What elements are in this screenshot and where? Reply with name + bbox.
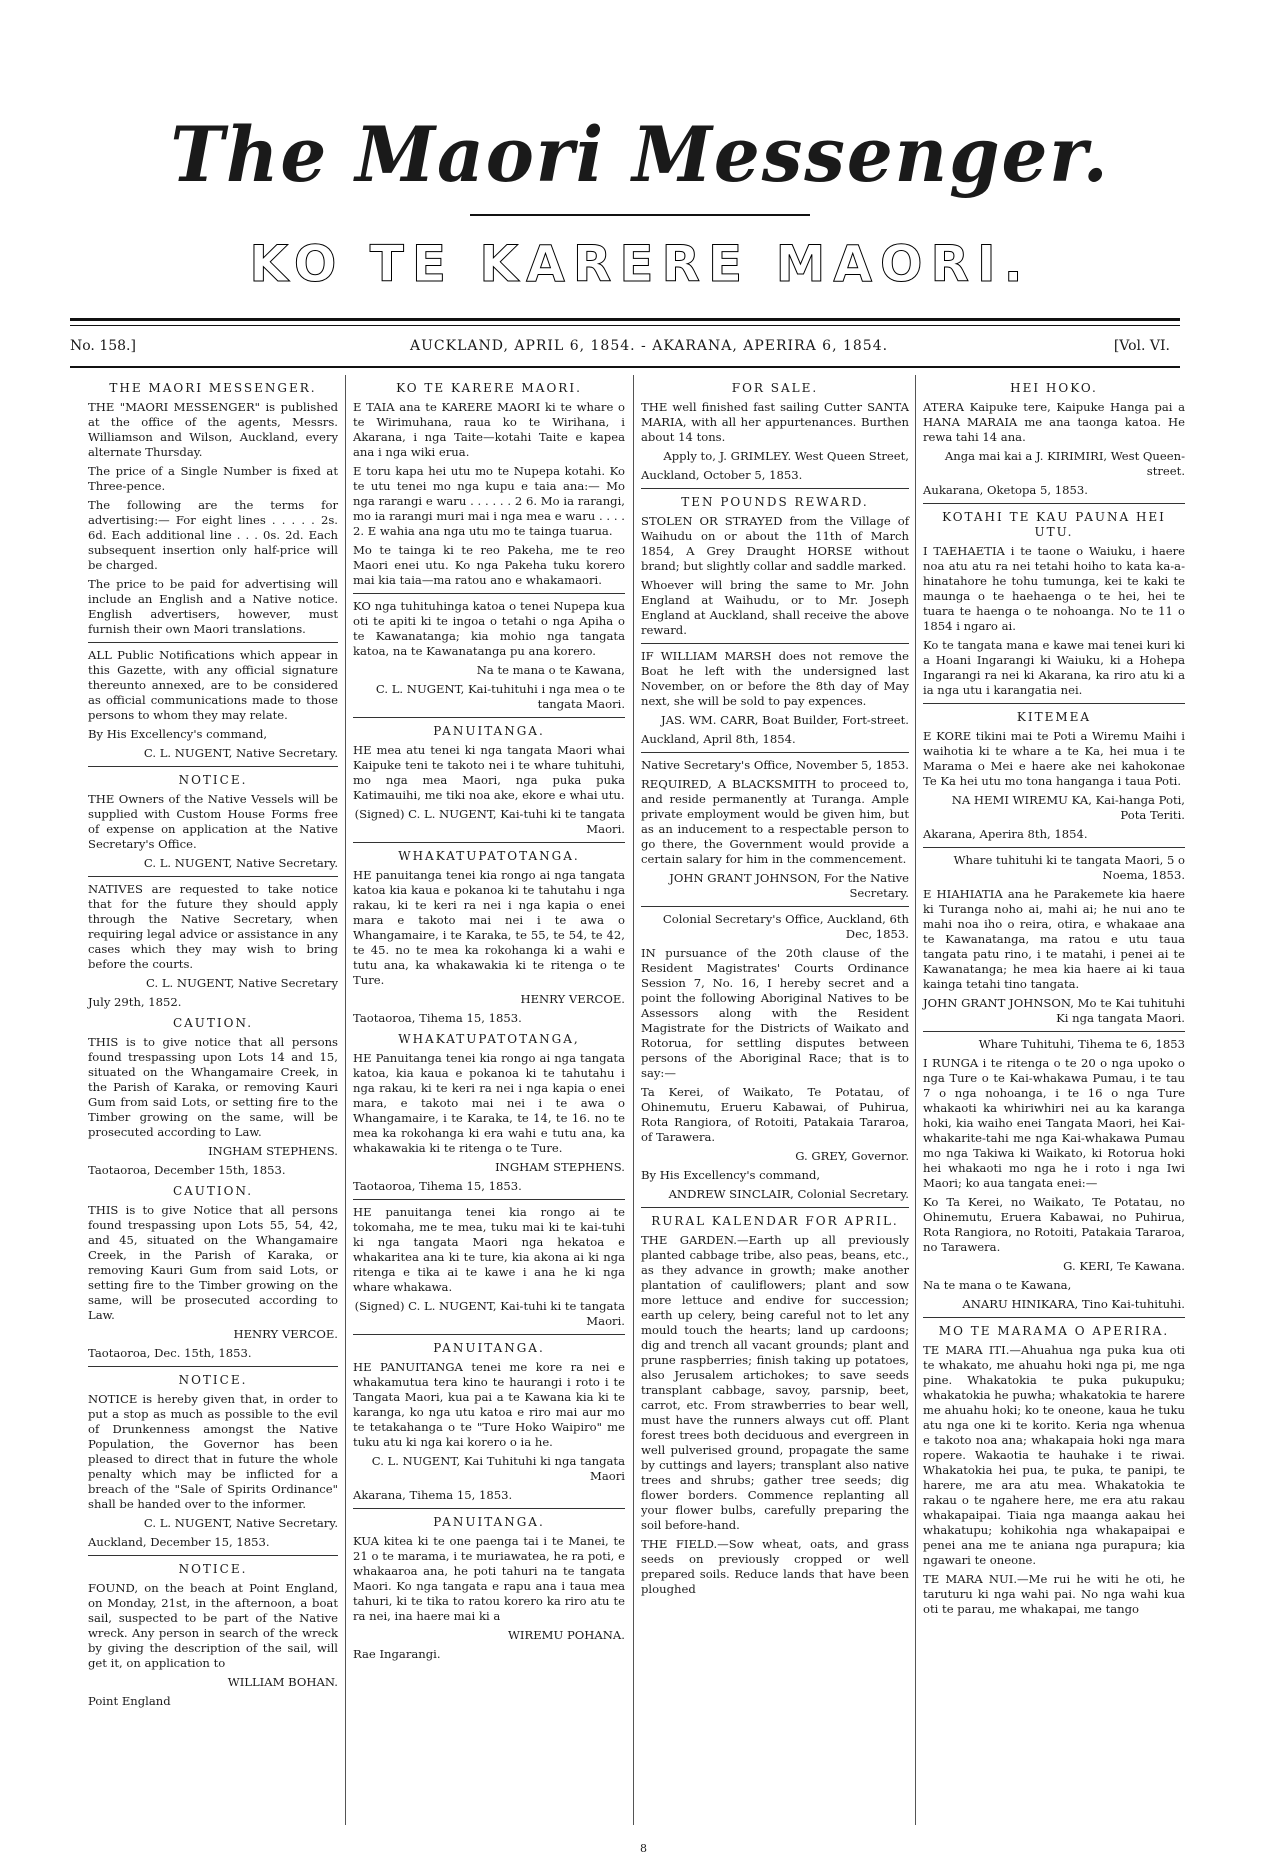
signature: Colonial Secretary's Office, Auckland, 6th Dec, 1853. [662,912,909,941]
date: Taotaoroa, Tihema 15, 1853. [353,1011,522,1025]
divider [353,593,625,594]
top-rule-thin [70,325,1180,326]
section-heading: RURAL KALENDAR FOR APRIL. [651,1214,899,1228]
masthead-subtitle: KO TE KARERE MAORI. [249,235,1031,293]
divider [353,1199,625,1200]
section-heading: WHAKATUPATOTANGA. [398,849,580,863]
signature: (Signed) C. L. NUGENT, Kai-tuhi ki te tangata Maori. [354,1299,625,1328]
date: Auckland, October 5, 1853. [641,468,803,482]
section-heading: NOTICE. [178,1562,248,1576]
signature: Whare tuhituhi ki te tangata Maori, 5 o Noema, 1853. [953,853,1185,882]
paragraph: Mo te tainga ki te reo Pakeha, me te reo Maori enei utu. Ko nga Pakeha tuku korero mai kia taia—ma ratou ano e whakamaori. [353,543,625,587]
section-heading: PANUITANGA. [433,1515,545,1529]
signature: C. L. NUGENT, Native Secretary. [143,856,338,870]
date: Auckland, April 8th, 1854. [641,732,796,746]
column-separator [345,375,346,1825]
section-heading: HEI HOKO. [1010,381,1098,395]
signature: Whare Tuhituhi, Tihema te 6, 1853 [978,1037,1185,1051]
signature: JOHN GRANT JOHNSON, Mo te Kai tuhituhi Ki nga tangata Maori. [923,996,1185,1025]
divider [88,876,338,877]
paragraph: KO nga tuhituhinga katoa o tenei Nupepa kua oti te apiti ki te ingoa o tetahi o nga Apiha o te Kawanatanga; kia mohio nga tangata katoa, na te Kawanatanga pu ana korero. [353,599,625,658]
paragraph: IF WILLIAM MARSH does not remove the Boat he left with the undersigned last November, on or before the 8th day of May next, she will be sold to pay expences. [641,649,909,708]
section-heading: CAUTION. [172,1016,254,1030]
divider [88,766,338,767]
section-heading: NOTICE. [178,1373,248,1387]
divider [641,906,909,907]
paragraph: REQUIRED, A BLACKSMITH to proceed to, and reside permanently at Turanga. Ample private employment would be given him, but as an inducement to a respectable person to go there, the Government would provide a certain salary for him in the commencement. [641,777,909,866]
divider [88,1366,338,1367]
divider [641,1207,909,1208]
section-heading: WHAKATUPATOTANGA, [398,1032,580,1046]
date: Aukarana, Oketopa 5, 1853. [923,483,1088,497]
signature: (Signed) C. L. NUGENT, Kai-tuhi ki te tangata Maori. [354,807,625,836]
paragraph: I TAEHAETIA i te taone o Waiuku, i haere noa atu atu ra nei tetahi hoiho to kata ka-a-hinatahore he tohu tumunga, kei te kaki te maunga o te haehaenga o te hei, hei te tuara te haenga o te nohoanga. No te 11 o 1854 i ngaro ai. [923,544,1185,633]
paragraph: THE GARDEN.—Earth up all previously planted cabbage tribe, also peas, beans, etc., as they advance in growth; make another plantation of cauliflowers; plant and sow more lettuce and endive for succession; earth up celery, being careful not to let any mould touch the hearts; land up cardoons; dig and trench all vacant grounds; plant and prune raspberries; finish taking up potatoes, also Jerusalem artichokes; to save seeds transplant cabbage, savoy, parsnip, beet, carrot, etc. From strawberries to bear well, must have the runners always cut off. Plant forest trees both deciduous and evergreen in well pulverised ground, propagate the same by cuttings and layers; transplant also native trees and shrubs; gather tree seeds; dig flower borders. Commence replanting all your flower bulbs, carefully preparing the soil before-hand. [641,1233,909,1532]
paragraph: THE well finished fast sailing Cutter SANTA MARIA, with all her appurtenances. Burthen about 14 tons. [641,400,909,444]
signature: WILLIAM BOHAN. [227,1675,338,1689]
paragraph: FOUND, on the beach at Point England, on Monday, 21st, in the afternoon, a boat sail, suspected to be part of the Native wreck. Any person in search of the wreck by giving the description of the sail, will get it, on application to [88,1581,338,1670]
paragraph: HE PANUITANGA tenei me kore ra nei e whakamutua tera kino te haurangi i roto i te Tangata Maori, kua pai a te Kawana kia ki te karanga, ko nga utu katoa e riro mai aur mo te tetakahanga o te "Ture Hoko Waipiro" me tuku atu ki nga kai korero o ia he. [353,1360,625,1449]
paragraph: ALL Public Notifications which appear in this Gazette, with any official signature thereunto annexed, are to be considered as official communications made to those persons to whom they may relate. [88,648,338,722]
page-mark: 8 [640,1842,647,1855]
dateline-rule [70,366,1180,368]
dateline [70,338,1170,362]
paragraph: NATIVES are requested to take notice that for the future they should apply through the Native Secretary, when requiring legal advice or assistance in any cases which they may wish to bring before the courts. [88,882,338,971]
masthead-title: The Maori Messenger. [170,110,1110,199]
paragraph: TE MARA NUI.—Me rui he witi he oti, he taruturu ki nga wahi pai. No nga wahi kua oti te parau, me whakapai, me tango [923,1572,1185,1616]
divider [353,842,625,843]
section-heading: KOTAHI TE KAU PAUNA HEI UTU. [942,510,1166,539]
paragraph: THIS is to give Notice that all persons found trespassing upon Lots 55, 54, 42, and 45, situated on the Whangamaire Creek, in the Parish of Karaka, or removing Kauri Gum from said Lots, or setting fire to the Timber growing on the same, will be prosecuted according to Law. [88,1203,338,1322]
volume-number: [Vol. VI. [1113,338,1170,354]
paragraph: Ta Kerei, of Waikato, Te Potatau, of Ohinemutu, Erueru Kabawai, of Puhirua, Rota Rangiora, of Rotoiti, Patakaia Tararoa, of Tarawera. [641,1085,909,1144]
section-heading: NOTICE. [178,773,248,787]
paragraph: TE MARA ITI.—Ahuahua nga puka kua oti te whakato, me ahuahu hoki nga pi, me nga pine. Whakatokia te puka pukupuku; whakatokia he puwha; whakatokia te harere me ahuahu hoki; ko te oneone, kaua he tuku atu nga one ki te korito. Keria nga whenua e takoto noa ana; whakapaia hoki nga mara ropere. Wakaotia te hauhake i te riwai. Whakatokia hei pua, te puka, te panipi, te harere, me ara atu mea. Whakatokia te rakau o te ngahere here, me era atu rakau whakapaipai. Tiaia nga maanga aakau hei whakatupu; kohikohia nga whakapaipai e penei ana me te aniana nga purapura; kia ngawari te oneone. [923,1343,1185,1567]
signature: C. L. NUGENT, Kai-tuhituhi i nga mea o te tangata Maori. [375,682,625,711]
divider [88,1555,338,1556]
divider [641,643,909,644]
column-separator [633,375,634,1825]
signature: C. L. NUGENT, Native Secretary. [143,1516,338,1530]
signature: G. GREY, Governor. [795,1149,909,1163]
signature: JOHN GRANT JOHNSON, For the Native Secretary. [669,871,909,900]
paragraph: E toru kapa hei utu mo te Nupepa kotahi. Ko te utu tenei mo nga kupu e taia ana:— Mo nga rarangi e waru . . . . . . 2 6. Mo ia rarangi, mo ia rarangi muri mai i nga mea e waru . . . . 2. E wahia ana nga utu mo te tainga tuarua. [353,464,625,538]
section-heading: FOR SALE. [731,381,819,395]
issue-date: AUCKLAND, APRIL 6, 1854. - AKARANA, APERIRA 6, 1854. [410,338,889,354]
paragraph: Whoever will bring the same to Mr. John England at Waihudu, or to Mr. Joseph England at Auckland, shall receive the above reward. [641,578,909,637]
column-4 [923,375,1185,1621]
divider [353,1334,625,1335]
divider [923,847,1185,848]
paragraph: KUA kitea ki te one paenga tai i te Manei, te 21 o te marama, i te muriawatea, he ra poti, e whakaaroa ana, he poti tahuri na te tangata Maori. Ko nga tangata e rapu ana i taua mea tahuri, ki te tika to ratou korero ka riro atu te ra nei, ina haere mai ki a [353,1534,625,1623]
paragraph: E HIAHIATIA ana he Parakemete kia haere ki Turanga noho ai, mahi ai; he nui ano te mahi noa iho o reira, otira, e whakaae ana te Kawanatanga, ma ratou e utu taua tangata patu rino, i te matahi, i penei ai te Kawanatanga; he mea kia haere ai ki taua kainga tetahi tino tangata. [923,887,1185,991]
signature: Na te mana o te Kawana, [476,663,625,677]
issue-number: No. 158.] [70,338,136,354]
paragraph: E KORE tikini mai te Poti a Wiremu Maihi i waihotia ki te whare a te Ka, hei mua i te Marama o Mei e haere ake nei kahokonae Te Ka hei utu mo tona hanganga i taua Poti. [923,729,1185,788]
date: Taotaoroa, December 15th, 1853. [88,1163,286,1177]
signature: NA HEMI WIREMU KA, Kai-hanga Poti, Pota Teriti. [951,793,1185,822]
section-heading: KITEMEA [1016,710,1092,724]
signature: C. L. NUGENT, Native Secretary. [143,746,338,760]
divider [923,503,1185,504]
signature: INGHAM STEPHENS. [208,1144,338,1158]
signature: C. L. NUGENT, Native Secretary [146,976,338,990]
signature: INGHAM STEPHENS. [495,1160,625,1174]
paragraph: By His Excellency's command, [88,727,268,741]
signature: G. KERI, Te Kawana. [1063,1259,1185,1273]
section-heading: TEN POUNDS REWARD. [681,495,869,509]
section-heading: PANUITANGA. [433,724,545,738]
divider [923,703,1185,704]
paragraph: By His Excellency's command, [641,1168,821,1182]
divider [641,752,909,753]
signature: Native Secretary's Office, November 5, 1853. [641,758,909,772]
signature: JAS. WM. CARR, Boat Builder, Fort-street. [661,713,909,727]
paragraph: HE Panuitanga tenei kia rongo ai nga tangata katoa, kia kaua e pokanoa ki te tahutahu i nga rakau, ki te keri ra nei i nga kapia o enei mara, e takoto mai nei i te awa o Whangamaire, i te Karaka, te 14, te 16. no te mea ka rokohanga ki era wahi e tutu ana, ka whakawakia ki te ritenga o te Ture. [353,1051,625,1155]
paragraph: THE "MAORI MESSENGER" is published at the office of the agents, Messrs. Williamson and Wilson, Auckland, every alternate Thursday. [88,400,338,459]
column-1 [88,375,338,1713]
section-heading: CAUTION. [172,1184,254,1198]
paragraph: NOTICE is hereby given that, in order to put a stop as much as possible to the evil of Drunkenness amongst the Native Population, the Governor has been pleased to direct that in future the whole penalty which may be inflicted for a breach of the "Sale of Spirits Ordinance" shall be handed over to the informer. [88,1392,338,1511]
signature: C. L. NUGENT, Kai Tuhituhi ki nga tangata Maori [371,1454,625,1483]
date: Akarana, Aperira 8th, 1854. [923,827,1088,841]
masthead-divider [470,214,810,216]
column-2 [353,375,625,1666]
signature: Anga mai kai a J. KIRIMIRI, West Queen-street. [944,449,1185,478]
paragraph: Na te mana o te Kawana, [923,1278,1072,1292]
paragraph: Ko te tangata mana e kawe mai tenei kuri ki a Hoani Ingarangi ki Waiuku, ki a Hohepa Ingarangi ra nei ki Akarana, ka riro atu ki a ia nga utu i karangatia nei. [923,638,1185,697]
signature: ANARU HINIKARA, Tino Kai-tuhituhi. [962,1297,1185,1311]
paragraph: THIS is to give notice that all persons found trespassing upon Lots 14 and 15, situated on the Whangamaire Creek, in the Parish of Karaka, or removing Kauri Gum from said Lots, or setting fire to the Timber growing on the same, will be prosecuted according to Law. [88,1035,338,1139]
signature: HENRY VERCOE. [520,992,625,1006]
divider [641,488,909,489]
section-heading: KO TE KARERE MAORI. [396,381,582,395]
date: Taotaoroa, Tihema 15, 1853. [353,1179,522,1193]
paragraph: STOLEN OR STRAYED from the Village of Waihudu on or about the 11th of March 1854, A Grey Draught HORSE without brand; but slightly collar and saddle marked. [641,514,909,573]
date: Taotaoroa, Dec. 15th, 1853. [88,1346,252,1360]
paragraph: The following are the terms for advertising:— For eight lines . . . . . 2s. 6d. Each additional line . . . 0s. 2d. Each subsequent insertion only half-price will be charged. [88,498,338,572]
signature: HENRY VERCOE. [233,1327,338,1341]
paragraph: THE Owners of the Native Vessels will be supplied with Custom House Forms free of expense on application at the Native Secretary's Office. [88,792,338,851]
date: Auckland, December 15, 1853. [88,1535,270,1549]
signature: ANDREW SINCLAIR, Colonial Secretary. [668,1187,909,1201]
date: Rae Ingarangi. [353,1647,441,1661]
paragraph: Ko Ta Kerei, no Waikato, Te Potatau, no Ohinemutu, Eruera Kabawai, no Puhirua, Rota Rangiora, no Rotoiti, Patakaia Tararoa, no Tarawera. [923,1195,1185,1254]
paragraph: ATERA Kaipuke tere, Kaipuke Hanga pai a HANA MARAIA me ana taonga katoa. He rewa tahi 14 ana. [923,400,1185,444]
top-rule [70,318,1180,321]
section-heading: THE MAORI MESSENGER. [109,381,317,395]
signature: WIREMU POHANA. [507,1628,625,1642]
section-heading: MO TE MARAMA O APERIRA. [938,1324,1170,1338]
signature: Apply to, J. GRIMLEY. West Queen Street, [663,449,909,463]
column-separator [915,375,916,1825]
date: Akarana, Tihema 15, 1853. [353,1488,513,1502]
divider [923,1031,1185,1032]
paragraph: HE panuitanga tenei kia rongo ai nga tangata katoa kia kaua e pokanoa ki te tahutahu i nga rakau, ki te keri ra nei i nga kapia o enei mara e takoto mai nei i te awa o Whangamaire, i te Karaka, te 55, te 54, te 42, te 45. no te mea ka rokohanga ki a wahi e tutu ana, ka whakawakia ki te ritenga o te Ture. [353,868,625,987]
paragraph: E TAIA ana te KARERE MAORI ki te whare o te Wirimuhana, raua ko te Wirihana, i Akarana, i nga Taite—kotahi Taite e kapea ana i nga wiki erua. [353,400,625,459]
section-heading: PANUITANGA. [433,1341,545,1355]
divider [923,1317,1185,1318]
divider [353,1508,625,1509]
divider [88,642,338,643]
paragraph: I RUNGA i te ritenga o te 20 o nga upoko o nga Ture o te Kai-whakawa Pumau, i te tau 7 o nga nohoanga, i te 16 o nga Ture whakaoti ka whiriwhiri nei au ka karanga hoki, kia waiho enei Tangata Maori, hei Kai-whakarite-tahi me nga Kai-whakawa Pumau mo nga Takiwa ki Waikato, ki Rotorua hoki hei whakaoti mo nga he i roto i nga Iwi Maori; ko aua tangata enei:— [923,1056,1185,1190]
column-3 [641,375,909,1601]
date: Point England [88,1694,171,1708]
divider [353,717,625,718]
paragraph: IN pursuance of the 20th clause of the Resident Magistrates' Courts Ordinance Session 7, No. 16, I hereby secret and a point the following Aboriginal Natives to be Assessors along with the Resident Magistrate for the Districts of Waikato and Rotorua, for settling disputes between persons of the Aboriginal Race; that is to say:— [641,946,909,1080]
paragraph: HE panuitanga tenei kia rongo ai te tokomaha, me te mea, tuku mai ki te kai-tuhi ki nga tangata Maori nga hekatoa e whakaritea ana ki te ture, kia akona ai ki nga ritenga e tika ai te kawe i ana he ki nga whare whakawa. [353,1205,625,1294]
paragraph: HE mea atu tenei ki nga tangata Maori whai Kaipuke teni te takoto nei i te whare tuhituhi, mo nga mea Maori, nga puka puka Katimauihi, me tiki noa ake, ekore e whai utu. [353,743,625,802]
date: July 29th, 1852. [88,995,182,1009]
paragraph: THE FIELD.—Sow wheat, oats, and grass seeds on previously cropped or well prepared soils. Reduce lands that have been ploughed [641,1537,909,1596]
paragraph: The price of a Single Number is fixed at Three-pence. [88,464,338,493]
paragraph: The price to be paid for advertising will include an English and a Native notice. English advertisers, however, must furnish their own Maori translations. [88,577,338,636]
